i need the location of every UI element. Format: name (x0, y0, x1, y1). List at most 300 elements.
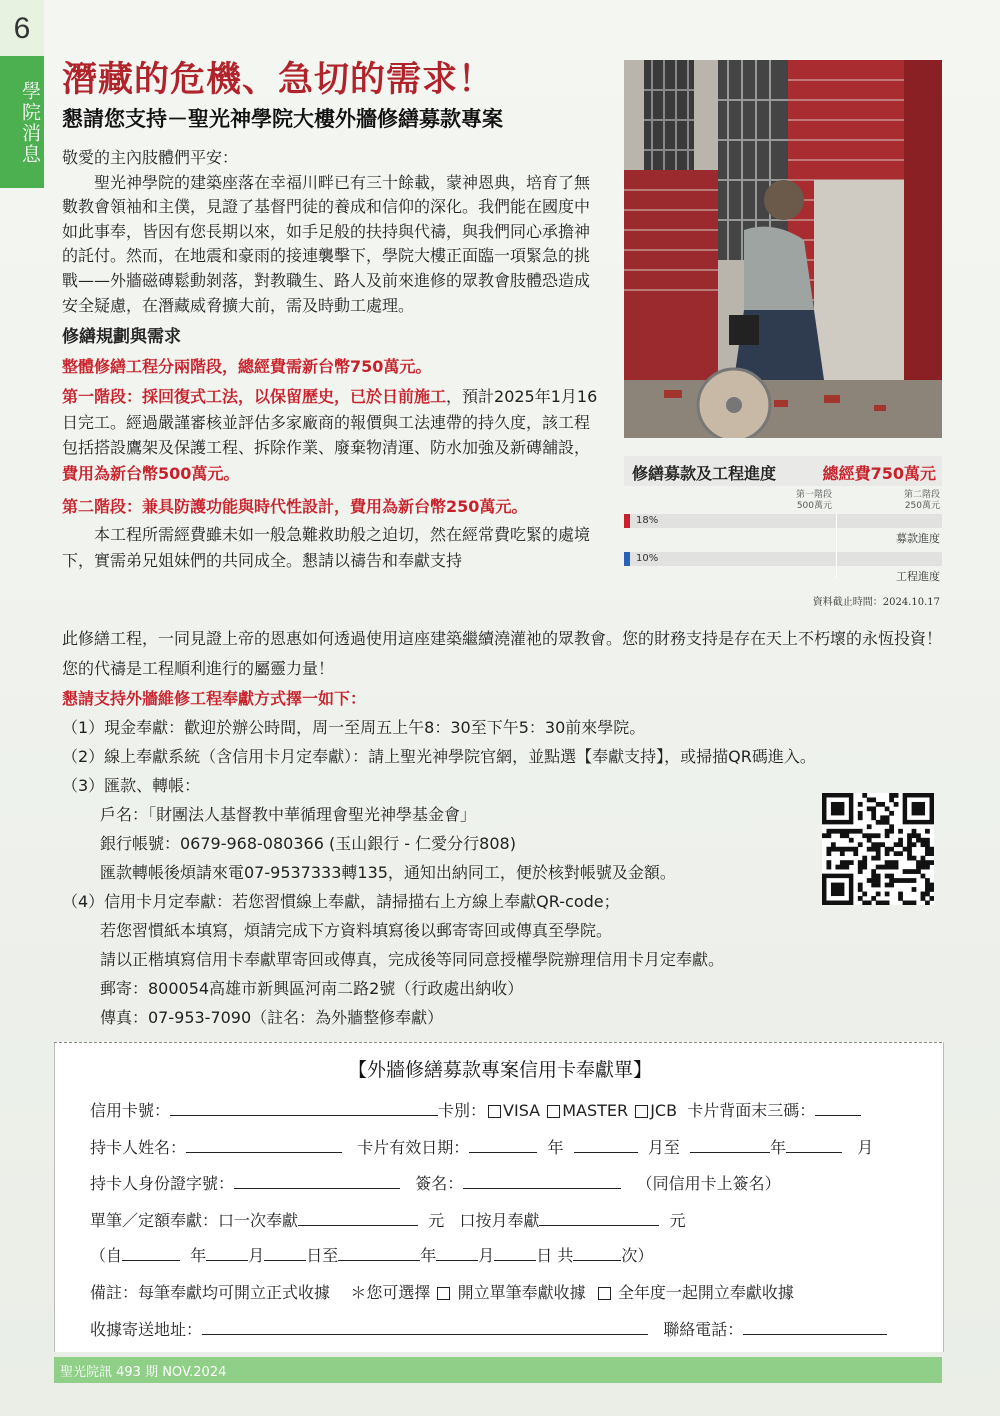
stage-2-label (904, 490, 940, 512)
qr-module (921, 892, 926, 897)
qr-module (867, 833, 872, 838)
yuan-label-2: 元 (669, 1211, 686, 1230)
qr-module (930, 896, 934, 901)
qr-module (925, 865, 930, 870)
single-amount-field[interactable] (298, 1211, 418, 1226)
cut-line (54, 1042, 942, 1043)
qr-module (930, 883, 934, 888)
qr-module (871, 806, 876, 811)
stage-2-amount: 250萬元 (904, 501, 940, 511)
card-type-label: 卡別： (438, 1101, 487, 1120)
qr-module (858, 896, 863, 901)
qr-module (930, 847, 934, 852)
period-open-label: （自 (90, 1246, 123, 1265)
qr-module (916, 869, 921, 874)
methods-heading: 懇請支持外牆維修工程奉獻方式擇一如下： (62, 689, 367, 708)
qr-finder (831, 883, 844, 896)
holder-id-label: 持卡人身份證字號： (90, 1174, 235, 1193)
plan-total: 整體修繕工程分兩階段，總經費需新台幣750萬元。 (62, 357, 432, 377)
single-receipt-label: 開立單筆奉獻收據 (457, 1283, 586, 1302)
phase-1-cost: 費用為新台幣500萬元。 (62, 463, 240, 483)
qr-module (921, 842, 926, 847)
plan-heading: 修繕規劃與需求 (62, 327, 181, 348)
qr-module (889, 793, 894, 798)
expiry-year-to[interactable] (690, 1138, 770, 1153)
wall-repair-photo (624, 60, 942, 438)
qr-module (849, 847, 854, 852)
qr-module (880, 842, 885, 847)
qr-module (907, 847, 912, 852)
qr-module (898, 838, 903, 843)
remark-row (90, 1280, 794, 1303)
qr-module (876, 878, 881, 883)
qr-module (840, 829, 845, 834)
qr-module (912, 878, 917, 883)
stage-2-name: 第二階段 (903, 490, 940, 500)
fundraising-bar (624, 514, 630, 528)
qr-module (840, 847, 845, 852)
fundraising-track (624, 514, 942, 528)
phone-label: 聯絡電話： (663, 1320, 744, 1339)
paragraph-2b: 此修繕工程，一同見證上帝的恩惠如何透過使用這座建築繼續澆灌祂的眾教會。您的財務支持是存在天上不朽壞的永恆投資！您的代禱是工程順利進行的屬靈力量！ (62, 629, 943, 678)
data-date: 資料截止時間：2024.10.17 (812, 597, 940, 608)
article-body (62, 146, 602, 573)
qr-module (912, 901, 917, 905)
annual-receipt-checkbox[interactable] (598, 1287, 611, 1300)
donation-qr-code[interactable] (822, 793, 934, 905)
period-count-field[interactable] (573, 1246, 621, 1261)
qr-module (876, 856, 881, 861)
qr-module (858, 865, 863, 870)
qr-module (898, 829, 903, 834)
qr-module (930, 860, 934, 865)
qr-module (907, 833, 912, 838)
qr-module (889, 847, 894, 852)
qr-module (916, 865, 921, 870)
phase-1-text: ，預計2025年1月16日完工。經過嚴謹審核並評估多家廠商的報價與工法連帶的持久度，該工程包括搭設鷹架及保護工程、拆除作業、廢棄物清運、防水加強及新磚舖設， (62, 387, 598, 458)
qr-module (930, 887, 934, 892)
qr-module (871, 811, 876, 816)
qr-module (885, 833, 890, 838)
article-continued (62, 624, 942, 1032)
phase-1 (62, 384, 602, 486)
year-label-1: 年 (547, 1138, 564, 1157)
qr-module (876, 892, 881, 897)
qr-module (826, 829, 831, 834)
qr-module (907, 838, 912, 843)
qr-module (885, 901, 890, 905)
holder-name-field[interactable] (186, 1138, 342, 1153)
fundraising-percent: 18% (636, 515, 659, 526)
stage-divider (836, 514, 837, 578)
qr-module (885, 865, 890, 870)
stage-1-label (796, 490, 832, 512)
qr-module (876, 883, 881, 888)
qr-module (925, 829, 930, 834)
qr-finder (912, 802, 925, 815)
qr-module (826, 865, 831, 870)
qr-module (862, 856, 867, 861)
qr-module (849, 860, 854, 865)
period-month-label-2: 月 (478, 1246, 495, 1265)
qr-module (921, 860, 926, 865)
transfer-note: 匯款轉帳後煩請來電07-9537333轉135，通知出納同工，便於核對帳號及金額。 (100, 863, 676, 882)
qr-module (894, 851, 899, 856)
expiry-year-from[interactable] (469, 1138, 537, 1153)
amount-row (90, 1208, 686, 1231)
qr-module (871, 874, 876, 879)
chart-title: 修繕募款及工程進度 (632, 464, 777, 483)
qr-module (871, 856, 876, 861)
card-number-field[interactable] (170, 1101, 438, 1116)
qr-module (925, 901, 930, 905)
qr-module (858, 860, 863, 865)
construction-percent: 10% (636, 553, 659, 564)
qr-module (885, 847, 890, 852)
qr-module (858, 802, 863, 807)
qr-module (871, 896, 876, 901)
qr-module (822, 833, 827, 838)
master-label: MASTER (562, 1101, 629, 1120)
qr-module (840, 851, 845, 856)
qr-module (903, 901, 908, 905)
qr-module (862, 793, 867, 798)
qr-module (916, 860, 921, 865)
signature-note: （同信用卡上簽名） (636, 1174, 781, 1193)
period-start-month[interactable] (206, 1246, 248, 1261)
qr-module (885, 815, 890, 820)
jcb-checkbox[interactable] (635, 1105, 648, 1118)
period-month-label-1: 月 (248, 1246, 265, 1265)
holder-id-field[interactable] (234, 1174, 400, 1189)
qr-module (898, 896, 903, 901)
qr-module (867, 806, 872, 811)
qr-module (925, 892, 930, 897)
qr-module (921, 838, 926, 843)
form-title: 【外牆修繕募款專案信用卡奉獻單】 (347, 1059, 652, 1081)
visa-label: VISA (503, 1101, 541, 1120)
cvv-field[interactable] (815, 1101, 861, 1116)
qr-module (862, 865, 867, 870)
qr-module (885, 883, 890, 888)
qr-module (867, 847, 872, 852)
qr-module (907, 901, 912, 905)
qr-module (835, 865, 840, 870)
qr-module (894, 865, 899, 870)
qr-module (867, 878, 872, 883)
qr-module (876, 851, 881, 856)
signature-label: 簽名： (415, 1174, 464, 1193)
qr-module (925, 842, 930, 847)
month-to-label: 月至 (647, 1138, 680, 1157)
expiry-month-from[interactable] (574, 1138, 638, 1153)
id-row (90, 1171, 781, 1194)
period-end-month[interactable] (436, 1246, 478, 1261)
chart-total: 總經費750萬元 (822, 464, 936, 483)
qr-module (858, 842, 863, 847)
qr-module (894, 860, 899, 865)
monthly-donation-label: 口按月奉獻 (459, 1211, 540, 1230)
qr-module (858, 883, 863, 888)
construction-bar (624, 552, 630, 566)
qr-module (867, 824, 872, 829)
qr-module (858, 869, 863, 874)
single-donation-label: 單筆／定額奉獻：口一次奉獻 (90, 1211, 299, 1230)
stage-1-name: 第一階段 (796, 490, 833, 500)
qr-module (894, 793, 899, 798)
qr-module (871, 878, 876, 883)
qr-module (867, 838, 872, 843)
qr-module (889, 878, 894, 883)
qr-module (925, 851, 930, 856)
qr-module (876, 842, 881, 847)
period-year-label-2: 年 (420, 1246, 437, 1265)
single-receipt-checkbox[interactable] (437, 1287, 450, 1300)
qr-module (853, 847, 858, 852)
progress-chart (624, 456, 942, 614)
qr-module (835, 847, 840, 852)
paragraph-2a: 本工程所需經費雖未如一般急難救助般之迫切，然在經常費吃緊的處境下，實需弟兄姐妹們的共同成全。懇請以禱告和奉獻支持 (62, 525, 591, 570)
qr-module (876, 874, 881, 879)
qr-module (894, 878, 899, 883)
period-year-label-1: 年 (190, 1246, 207, 1265)
period-end-year[interactable] (338, 1246, 420, 1261)
qr-module (907, 878, 912, 883)
qr-module (826, 847, 831, 852)
qr-module (912, 833, 917, 838)
jcb-label: JCB (650, 1101, 678, 1120)
qr-module (858, 829, 863, 834)
qr-module (840, 833, 845, 838)
period-start-year[interactable] (122, 1246, 180, 1261)
page-number: 6 (13, 12, 31, 45)
qr-module (889, 829, 894, 834)
qr-module (853, 829, 858, 834)
qr-module (867, 901, 872, 905)
qr-module (826, 860, 831, 865)
qr-module (880, 820, 885, 825)
credit-card-form (54, 1042, 944, 1352)
qr-module (885, 851, 890, 856)
qr-module (876, 802, 881, 807)
qr-module (916, 833, 921, 838)
qr-module (912, 856, 917, 861)
qr-module (916, 838, 921, 843)
qr-module (925, 847, 930, 852)
page-subtitle: 懇請您支持－聖光神學院大樓外牆修繕募款專案 (62, 107, 503, 131)
month-label: 月 (857, 1138, 874, 1157)
period-end-day[interactable] (494, 1246, 536, 1261)
expiry-label: 卡片有效日期： (357, 1138, 470, 1157)
qr-module (840, 865, 845, 870)
qr-module (844, 829, 849, 834)
qr-module (844, 860, 849, 865)
qr-module (826, 851, 831, 856)
qr-finder (831, 802, 844, 815)
qr-module (826, 833, 831, 838)
qr-module (885, 806, 890, 811)
qr-module (849, 838, 854, 843)
qr-module (912, 887, 917, 892)
qr-module (907, 842, 912, 847)
qr-module (858, 887, 863, 892)
qr-module (844, 865, 849, 870)
fundraising-label: 募款進度 (896, 532, 940, 545)
qr-module (858, 811, 863, 816)
receipt-address-label: 收據寄送地址： (90, 1320, 203, 1339)
account-name: 戶名：「財團法人基督教中華循理會聖光神學基金會」 (100, 805, 477, 824)
period-start-day[interactable] (264, 1246, 306, 1261)
year-label-2: 年 (770, 1138, 787, 1157)
qr-module (835, 829, 840, 834)
section-label: 學院消息 (19, 81, 41, 165)
holder-name-label: 持卡人姓名： (90, 1138, 187, 1157)
qr-module (885, 892, 890, 897)
fax-number: 傳真：07-953-7090（註名：為外牆整修奉獻） (100, 1008, 444, 1027)
qr-module (889, 865, 894, 870)
qr-module (912, 829, 917, 834)
qr-module (862, 833, 867, 838)
phase-2: 第二階段：兼具防護功能與時代性設計，費用為新台幣250萬元。 (62, 497, 528, 517)
qr-module (912, 842, 917, 847)
qr-module (876, 847, 881, 852)
card-number-row (90, 1098, 861, 1121)
qr-module (871, 847, 876, 852)
yuan-label-1: 元 (428, 1211, 445, 1230)
qr-module (889, 860, 894, 865)
qr-module (831, 842, 836, 847)
method-1: （1）現金奉獻：歡迎於辦公時間，周一至周五上午8：30至下午5：30前來學院。 (62, 718, 646, 737)
qr-module (876, 901, 881, 905)
qr-module (903, 869, 908, 874)
qr-module (849, 829, 854, 834)
qr-module (880, 815, 885, 820)
master-checkbox[interactable] (547, 1105, 560, 1118)
qr-module (907, 851, 912, 856)
qr-module (871, 883, 876, 888)
monthly-amount-field[interactable] (539, 1211, 659, 1226)
qr-module (871, 869, 876, 874)
qr-module (853, 851, 858, 856)
qr-module (871, 842, 876, 847)
qr-module (862, 892, 867, 897)
qr-module (903, 847, 908, 852)
method-4: （4）信用卡月定奉獻：若您習慣線上奉獻，請掃描右上方線上奉獻QR-code； (62, 892, 620, 911)
qr-module (885, 860, 890, 865)
qr-module (930, 851, 934, 856)
qr-module (912, 869, 917, 874)
phone-field[interactable] (743, 1320, 887, 1335)
qr-module (889, 883, 894, 888)
qr-module (921, 856, 926, 861)
qr-module (894, 802, 899, 807)
address-row (90, 1317, 887, 1340)
qr-module (907, 856, 912, 861)
qr-module (844, 847, 849, 852)
qr-module (871, 833, 876, 838)
qr-module (876, 820, 881, 825)
qr-module (858, 815, 863, 820)
qr-module (925, 860, 930, 865)
cvv-label: 卡片背面末三碼： (687, 1101, 816, 1120)
visa-checkbox[interactable] (488, 1105, 501, 1118)
holder-row (90, 1135, 873, 1158)
qr-module (889, 874, 894, 879)
qr-module (925, 887, 930, 892)
method-4-consent: 請以正楷填寫信用卡奉獻單寄回或傳真，完成後等同同意授權學院辦理信用卡月定奉獻。 (100, 950, 725, 969)
period-total-label: 日 共 (536, 1246, 574, 1265)
stage-1-amount: 500萬元 (796, 501, 833, 511)
page-title: 潛藏的危機、急切的需求！ (62, 60, 495, 100)
period-row (90, 1243, 653, 1266)
qr-module (889, 797, 894, 802)
bank-account: 銀行帳號：0679-968-080366 (玉山銀行 - 仁愛分行808) (100, 834, 516, 853)
mail-address: 郵寄：800054高雄市新興區河南二路2號（行政處出納收） (100, 979, 524, 998)
qr-module (885, 820, 890, 825)
qr-module (871, 815, 876, 820)
qr-module (862, 860, 867, 865)
remark-label: 備註：每筆奉獻均可開立正式收據 (90, 1283, 331, 1302)
period-day-to-label: 日至 (306, 1246, 339, 1265)
qr-module (831, 829, 836, 834)
qr-module (880, 901, 885, 905)
qr-module (885, 829, 890, 834)
annual-receipt-label: 全年度一起開立奉獻收據 (617, 1283, 794, 1302)
qr-module (880, 865, 885, 870)
qr-module (862, 901, 867, 905)
qr-module (889, 811, 894, 816)
signature-field[interactable] (463, 1174, 621, 1189)
qr-module (921, 874, 926, 879)
qr-module (921, 865, 926, 870)
qr-module (925, 883, 930, 888)
receipt-address-field[interactable] (202, 1320, 648, 1335)
phase-1-heading: 第一階段：採回復式工法，以保留歷史，已於日前施工 (62, 387, 447, 407)
method-2: （2）線上奉獻系統（含信用卡月定奉獻）：請上聖光神學院官網，並點選【奉獻支持】，或掃描QR碼進入。 (62, 747, 816, 766)
qr-module (876, 865, 881, 870)
paragraph-1: 聖光神學院的建築座落在幸福川畔已有三十餘載，蒙神恩典，培育了無數教會領袖和主僕，見證了基督門徒的養成和信仰的深化。我們能在國度中如此事奉，皆因有您長期以來，如手足般的扶持與代禱，與我們同心承擔神的託付。然而，在地震和豪雨的接連襲擊下，學院大樓正面臨一項緊急的挑戰——外牆磁磚鬆動剝落，對教職生、路人及前來進修的眾教會肢體恐造成安全疑慮，在潛藏威脅擴大前，需及時動工處理。 (62, 172, 591, 315)
greeting: 敬愛的主內肢體們平安： (62, 148, 239, 167)
qr-module (907, 869, 912, 874)
method-3: （3）匯款、轉帳： (62, 776, 201, 795)
expiry-month-to[interactable] (786, 1138, 842, 1153)
qr-module (925, 878, 930, 883)
qr-module (831, 847, 836, 852)
qr-module (898, 851, 903, 856)
qr-module (840, 860, 845, 865)
qr-module (898, 892, 903, 897)
qr-module (871, 797, 876, 802)
qr-module (889, 824, 894, 829)
qr-module (844, 833, 849, 838)
qr-module (898, 878, 903, 883)
construction-track (624, 552, 942, 566)
card-number-label: 信用卡號： (90, 1101, 171, 1120)
period-times-label: 次） (621, 1246, 654, 1265)
qr-module (880, 802, 885, 807)
qr-module (903, 878, 908, 883)
construction-label: 工程進度 (896, 570, 940, 583)
qr-module (894, 842, 899, 847)
qr-module (867, 797, 872, 802)
method-4-paper: 若您習慣紙本填寫，煩請完成下方資料填寫後以郵寄寄回或傳真至學院。 (100, 921, 613, 940)
choose-label: ＊您可選擇 (350, 1283, 431, 1302)
qr-module (876, 833, 881, 838)
qr-module (925, 838, 930, 843)
footer-issue: 聖光院訊 493 期 NOV.2024 (60, 1365, 227, 1380)
qr-module (885, 874, 890, 879)
qr-module (921, 896, 926, 901)
